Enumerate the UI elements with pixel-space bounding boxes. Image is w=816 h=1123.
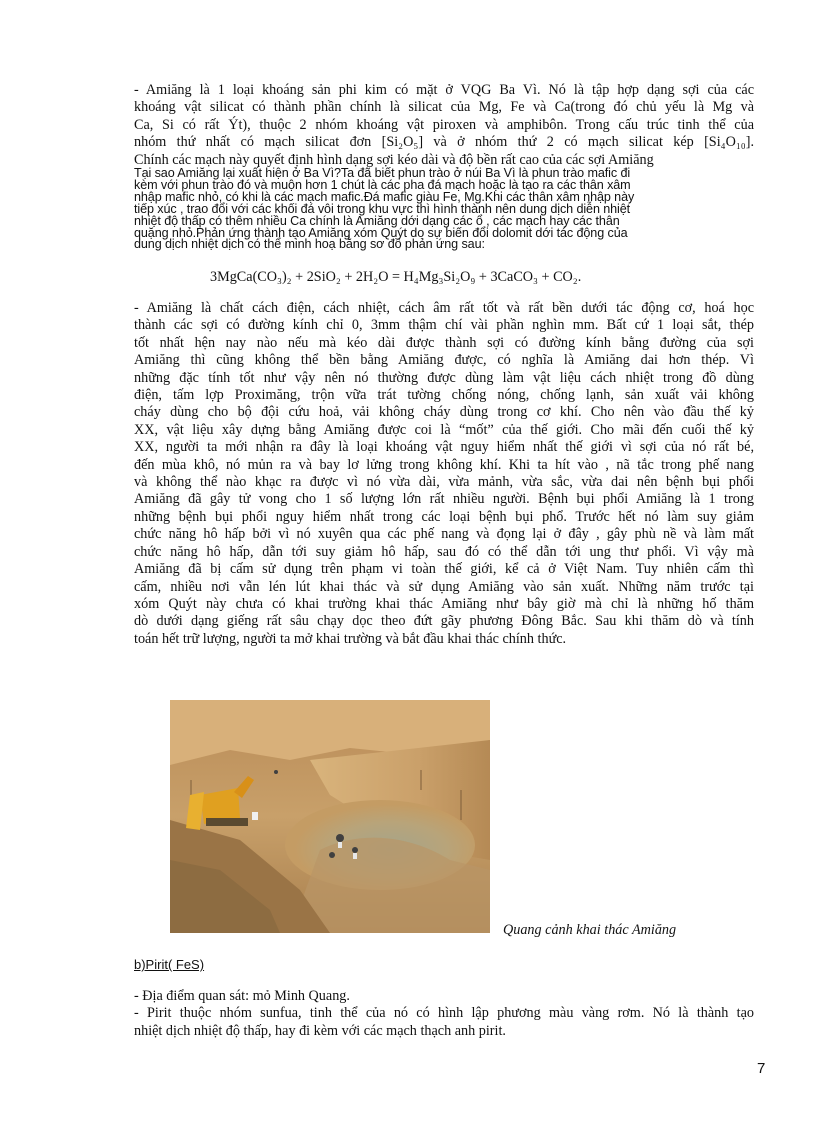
paragraph-pirit: [134, 988, 754, 1040]
reaction-equation: 3MgCa(CO₃)₂ + 2SiO₂ + 2H₂O = H₄Mg₃Si₂O₉ + 3CaCO₃ + CO₂.: [210, 269, 582, 285]
text-line: đến mùa khô, nó mủn ra và bay lơ lửng trong không khí. Khi ta hít vào , nã tắc trong phế nang: [134, 456, 754, 473]
text-line: cấm, nhiều nơi vẫn lén lút khai thác và sử dụng Amiăng vào sản xuất. Những năm trước tại: [134, 578, 754, 595]
text-line: cháy dùng cho bộ đội cứu hoả, vải không cháy dùng trong cơ khí. Cho nên vào đầu thế kỷ: [134, 404, 754, 421]
text-line: - Amiăng là chất cách điện, cách nhiệt, cách âm rất tốt và rất bền dưới tác động cơ, hoá học: [134, 300, 754, 316]
page-number: 7: [757, 1060, 766, 1077]
text-line: nhập mafic nhỏ, có khi là các mạch mafic.Đá mafic giàu Fe, Mg.Khi các thân xâm nhập này: [134, 189, 635, 204]
text-line: nhóm thứ nhất có mạch silicat đơn [Si₂O₅] và ở nhóm thứ 2 có mạch silicat kép [Si₄O₁₀].: [134, 134, 754, 151]
text-line: dung dịch nhiệt dịch có thể minh hoạ bằng sơ đồ phản ứng sau:: [134, 237, 485, 252]
text-line: chức năng hô hấp, dẫn tới suy giảm hô hấp, sau đó có thể dẫn tới ung thư phổi. Vì vậy mà: [134, 543, 754, 560]
text-line: điện, tấm lợp Proximăng, trộn vữa trát tường chống nóng, chống lạnh, sản xuất vải không: [134, 387, 754, 404]
text-line: xóm Quýt này chưa có khai trường khai thác Amiăng như bây giờ mà chỉ là những hố thăm: [134, 595, 754, 612]
mining-site-photo: [170, 700, 490, 933]
text-line: khoáng vật silicat có thành phần chính là silicat của Mg, Fe và Ca(trong đó chủ yếu là Mg và: [134, 99, 754, 116]
text-line: XX, vật liệu xây dựng bằng Amiăng được coi là “mốt” của thế giới. Cho mãi đến cuối thế kỷ: [134, 421, 754, 438]
text-line: Chính các mạch này quyết định hình dạng sợi kéo dài và độ bền rất cao của các sợi Amiăng: [134, 151, 654, 168]
text-line: - Pirit thuộc nhóm sunfua, tinh thể của nó có hình lập phương màu vàng rơm. Nó là thành tạo: [134, 1005, 754, 1022]
text-line: - Amiăng là 1 loại khoáng sản phi kim có mặt ở VQG Ba Vì. Nó là tập hợp dạng sợi của các: [134, 82, 754, 98]
text-line: toán hết trữ lượng, người ta mở khai trường và bắt đầu khai thác chính thức.: [134, 630, 567, 647]
text-line: chức năng hô hấp bởi vì nó xuyên qua các phế nang và đọng lại ở đây , gây phù nề và làm mất: [134, 526, 754, 543]
text-line: XX, người ta mới nhận ra đây là loại khoáng vật nguy hiểm nhất thế giới vì sợi của nó rất bé,: [134, 439, 754, 456]
text-line: - Địa điểm quan sát: mỏ Minh Quang.: [134, 988, 350, 1004]
text-line: quặng nhỏ.Phản ứng thành tạo Amiăng xóm Quýt do sự biến đổi dolomit dới tác động của: [134, 225, 628, 240]
text-line: tiếp xúc , trao đổi với các khối đá vôi trong khu vực thì hình thành nên dung dịch diễn nhiệt: [134, 201, 631, 216]
text-line: Amiăng đã bị cấm sử dụng trên phạm vi toàn thế giới, kể cả ở Việt Nam. Tuy nhiên cấm thì: [134, 561, 754, 578]
paragraph-origin: [134, 168, 754, 251]
text-line: và không thể nào khạc ra được vì nó vừa dài, vừa mảnh, vừa sắc, vừa dai nên bệnh bụi phổi: [134, 474, 754, 491]
text-line: tốt nhất hện nay nào nếu mà kéo dài được thành sợi có đường kính bằng đường của sợi: [134, 334, 754, 351]
text-line: Amiăng đã gây tử vong cho 1 số lượng lớn rất nhiều người. Bệnh bụi phổi Amiăng là 1 trong: [134, 491, 754, 508]
paragraph-amiang-intro: [134, 82, 754, 169]
text-line: Tại sao Amiăng lại xuất hiện ở Ba Vì?Ta đã biết phun trào ở núi Ba Vì là phun trào mafic đi: [134, 166, 631, 180]
paragraph-properties: [134, 300, 754, 648]
text-line: Ca, Si có rất Ýt), thuộc 2 nhóm khoáng vật piroxen và amphibôn. Trong cấu trúc tinh thể của: [134, 116, 754, 133]
text-line: nhiệt độ thấp có thêm nhiều Ca chính là Amiăng dới dạng các ổ , các mạch hay các thân: [134, 213, 620, 228]
text-line: kèm với phun trào đó và muộn hơn 1 chút là các pha đá mạch hoặc là tạo ra các thân xâm: [134, 177, 631, 192]
section-heading-pirit: b)Pirit( FeS): [134, 957, 205, 972]
text-line: thành các sợi có đường kính chỉ 0, 3mm thậm chí vài phần nghìn mm. Bất cứ 1 loại sắt, thép: [134, 317, 754, 334]
text-line: Amiăng thì cũng không thể bền bằng Amiăng được, có nghĩa là Amiăng dai hơn thép. Vì: [134, 352, 754, 369]
text-line: những bệnh bụi phổi nguy hiểm nhất trong các loại bệnh bụi phổ. Trước hết nó làm suy giảm: [134, 508, 754, 525]
text-line: những đặc tính tốt như vậy nên nó thường được dùng làm vật liệu cách nhiệt trong đồ dùng: [134, 369, 754, 386]
quarry-illustration: [170, 700, 490, 933]
photo-caption: Quang cảnh khai thác Amiăng: [503, 922, 677, 938]
text-line: nhiệt dịch nhiệt độ thấp, hay đi kèm với các mạch thạch anh pirit.: [134, 1022, 506, 1039]
text-line: dò dưới dạng giếng rất sâu chạy dọc theo đứt gãy phương Đông Bắc. Sau khi thăm dò và tính: [134, 613, 754, 630]
